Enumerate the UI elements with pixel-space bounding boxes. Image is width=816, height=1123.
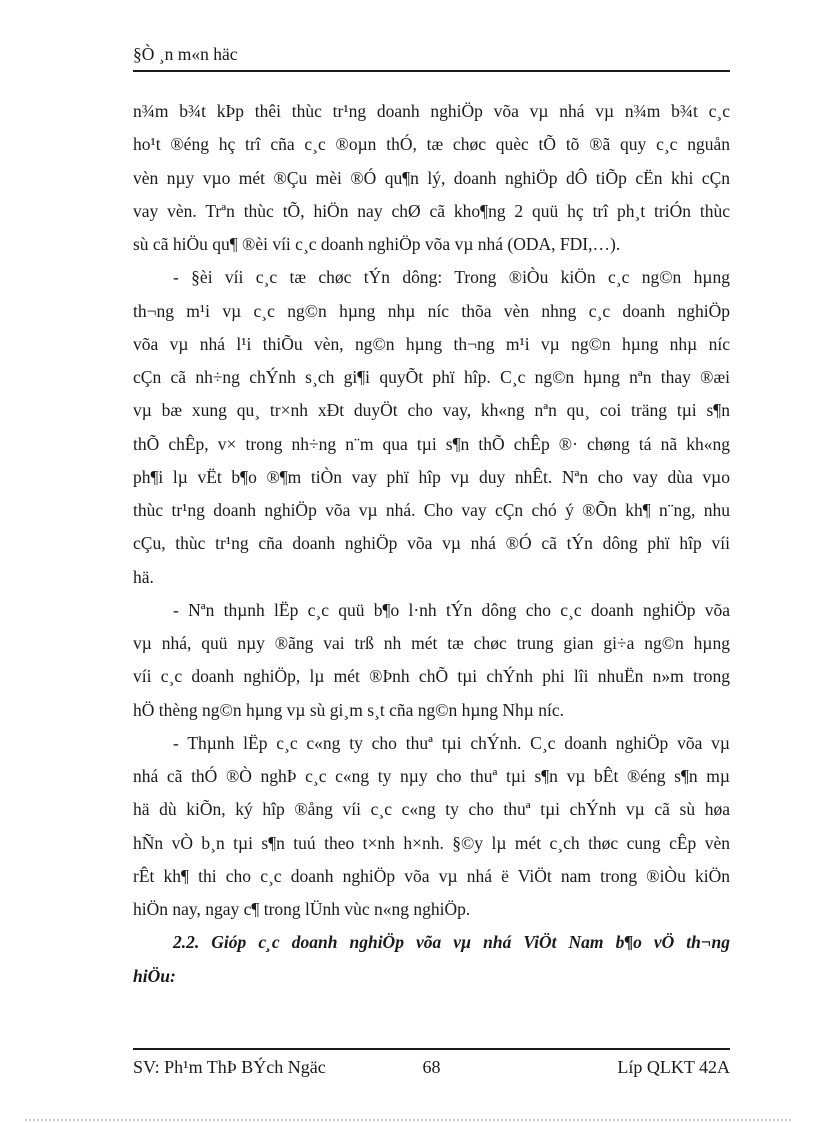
body-line: ho¹t ®éng hç trî cña c¸c ®oµn thÓ, tæ chøc quèc tÕ tõ ®ã quy c¸c nguån [133, 134, 730, 155]
body-line: vèn nµy vµo mét ®Çu mèi ®Ó qu¶n lý, doanh nghiÖp dÔ tiÕp cËn khi cÇn [133, 167, 730, 188]
body-line: th¬ng m¹i vµ c¸c ng©n hµng nhµ níc thõa vèn nhng c¸c doanh nghiÖp [133, 300, 730, 321]
body-line: víi c¸c doanh nghiÖp, lµ mét ®Þnh chÕ tµi chÝnh phi lîi nhuËn n»m trong [133, 666, 730, 687]
body-line: - Nªn thµnh lËp c¸c quü b¶o l·nh tÝn dông cho c¸c doanh nghiÖp võa [173, 599, 730, 620]
body-line: thÕ chÊp, v× trong nh÷ng n¨m qua tµi s¶n thÕ chÊp ®· chøng tá nã kh«ng [133, 433, 730, 454]
body-line: thùc tr¹ng doanh nghiÖp võa vµ nhá. Cho vay cÇn chó ý ®Õn kh¶ n¨ng, nhu [133, 500, 730, 520]
page-header [133, 42, 730, 72]
body-line: vµ bæ xung qu¸ tr×nh xÐt duyÖt cho vay, kh«ng nªn qu¸ coi träng tµi s¶n [133, 400, 730, 421]
body-line: võa vµ nhá l¹i thiÕu vèn, ng©n hµng th¬ng m¹i vµ ng©n hµng nhµ níc [133, 333, 730, 354]
body-line: hiÖn nay, ngay c¶ trong lÜnh vùc n«ng nghiÖp. [133, 899, 471, 919]
body-line: vay vèn. Trªn thùc tÕ, hiÖn nay chØ cã kho¶ng 2 quü hç trî ph¸t triÓn thùc [133, 200, 730, 221]
body-line: hÖ thèng ng©n hµng vµ sù gi¸m s¸t cña ng©n hµng Nhµ níc. [133, 699, 564, 720]
body-line: - Thµnh lËp c¸c c«ng ty cho thuª tµi chÝnh. C¸c doanh nghiÖp võa vµ [173, 732, 730, 753]
body-line: ph¶i lµ vËt b¶o ®¶m tiÒn vay phï hîp vµ duy nhÊt. Nªn cho vay dùa vµo [133, 466, 730, 487]
footer-page-number: 68 [422, 1057, 441, 1077]
body-line: vµ nhá, quü nµy ®ãng vai trß nh mét tæ chøc trung gian gi÷a ng©n hµng [133, 633, 730, 653]
body-line: hÑn vÒ b¸n tµi s¶n tuú theo t×nh h×nh. §©y lµ mét c¸ch thøc cung cÊp vèn [133, 832, 730, 853]
footer-student-name: SV: Ph¹m ThÞ BÝch Ngäc [133, 1057, 326, 1077]
body-line: rÊt kh¶ thi cho c¸c doanh nghiÖp võa vµ nhá ë ViÖt nam trong ®iÒu kiÖn [133, 865, 730, 886]
body-line: hä dù kiÕn, ký hîp ®ång víi c¸c c«ng ty cho thuª tµi chÝnh vµ cã sù høa [133, 799, 730, 820]
header-title: §Ò ¸n m«n häc [133, 44, 238, 64]
section-heading-line: 2.2. Gióp c¸c doanh nghiÖp võa vµ nhá ViÖt Nam b¶o vÖ th¬ng [173, 932, 730, 953]
body-line: n¾m b¾t kÞp thêi thùc tr¹ng doanh nghiÖp võa vµ nhá vµ n¾m b¾t c¸c [133, 101, 730, 121]
body-line: nhá cã thÓ ®Ò nghÞ c¸c c«ng ty nµy cho thuª tµi s¶n vµ bÊt ®éng s¶n mµ [133, 766, 730, 786]
page-break-dotted-line [25, 1119, 791, 1121]
body-line: hä. [133, 566, 154, 587]
body-line: cÇu, thùc tr¹ng cña doanh nghiÖp võa vµ nhá ®Ó cã tÝn dông phï hîp víi [133, 533, 730, 554]
body-line: sù cã hiÖu qu¶ ®èi víi c¸c doanh nghiÖp võa vµ nhá (ODA, FDI,…). [133, 234, 621, 254]
body-line: cÇn cã nh÷ng chÝnh s¸ch gi¶i quyÕt phï hîp. C¸c ng©n hµng nªn thay ®æi [133, 367, 730, 387]
body-line: - §èi víi c¸c tæ chøc tÝn dông: Trong ®iÒu kiÖn c¸c ng©n hµng [173, 267, 730, 288]
section-heading-line: hiÖu: [133, 965, 176, 986]
page-footer [133, 1048, 730, 1079]
document-body [133, 95, 730, 993]
footer-class-label: Líp QLKT 42A [617, 1057, 730, 1077]
